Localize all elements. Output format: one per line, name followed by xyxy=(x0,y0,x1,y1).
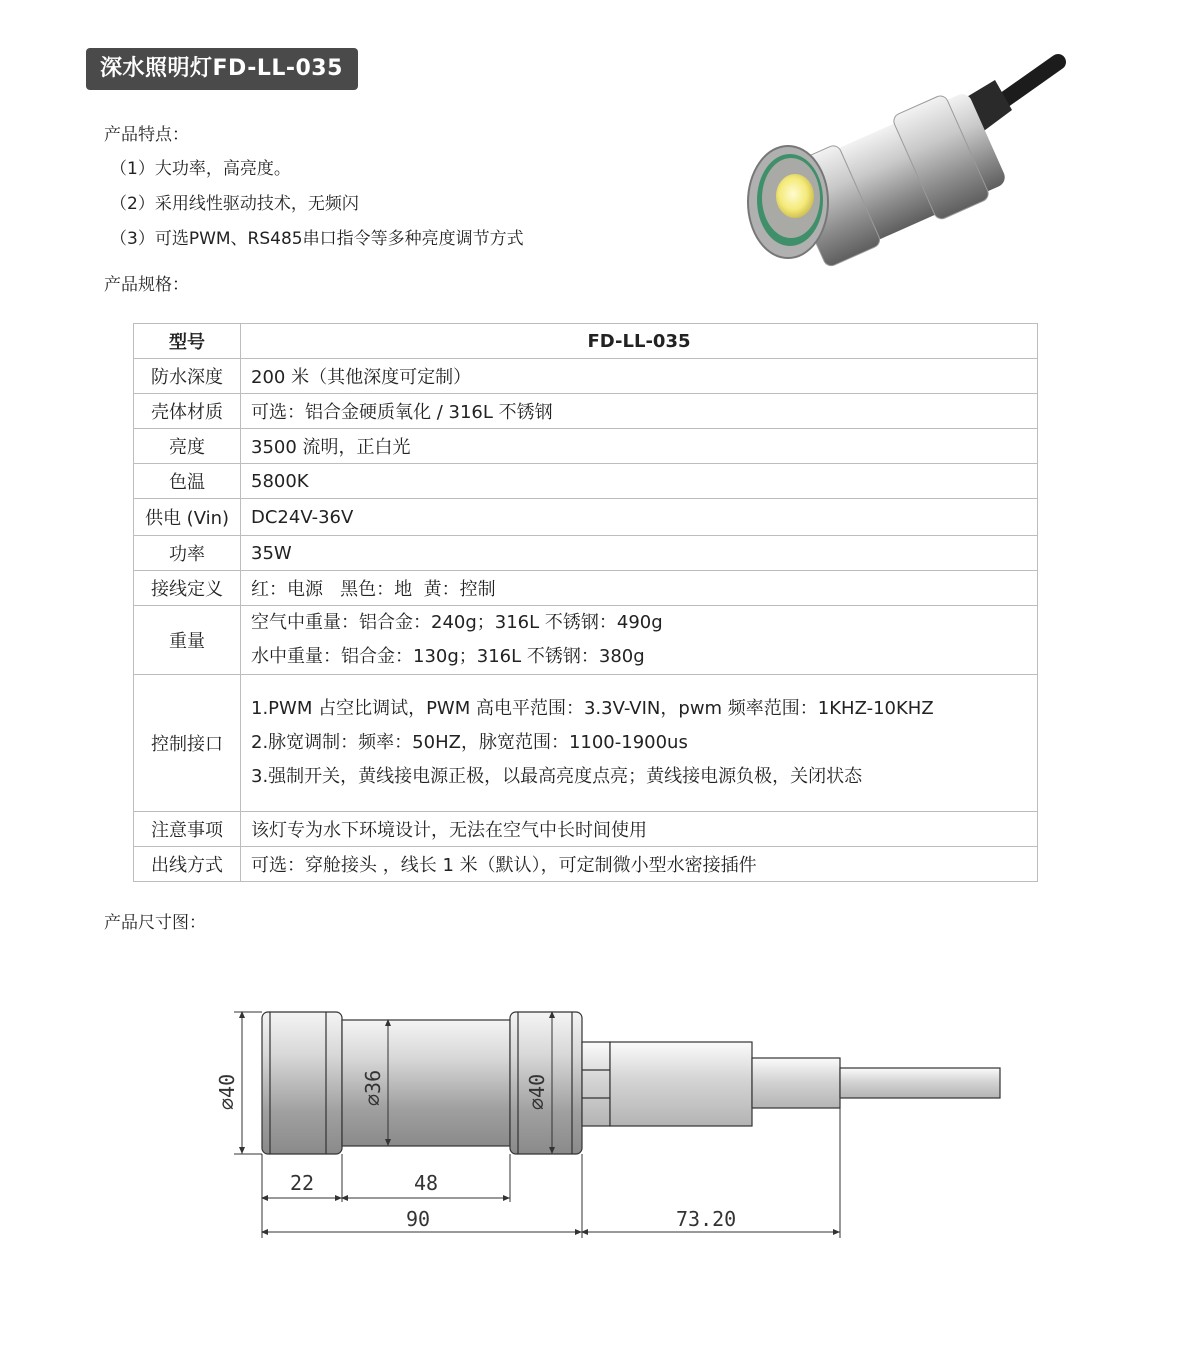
weight-water: 水中重量：铝合金：130g；316L 不锈钢：380g xyxy=(251,646,645,667)
lens-icon xyxy=(748,146,828,258)
dim-dia-right: ⌀40 xyxy=(525,1073,549,1110)
spec-key: 注意事项 xyxy=(134,812,241,847)
spec-key: 型号 xyxy=(134,324,241,359)
spec-key: 防水深度 xyxy=(134,359,241,394)
table-row xyxy=(134,571,1038,606)
spec-value: 3500 流明，正白光 xyxy=(241,429,1038,464)
specs-heading: 产品规格： xyxy=(104,275,189,295)
table-row xyxy=(134,464,1038,499)
spec-value xyxy=(241,606,1038,675)
dim-len-total: 90 xyxy=(406,1207,431,1231)
spec-table xyxy=(133,323,1038,882)
spec-key: 重量 xyxy=(134,606,241,675)
dim-len-cable: 73.20 xyxy=(676,1207,737,1231)
spec-key: 亮度 xyxy=(134,429,241,464)
dimension-drawing xyxy=(200,990,1060,1260)
control-line-3: 3.强制开关，黄线接电源正极，以最高亮度点亮；黄线接电源负极，关闭状态 xyxy=(251,766,863,787)
table-row xyxy=(134,847,1038,882)
spec-key: 接线定义 xyxy=(134,571,241,606)
spec-key: 壳体材质 xyxy=(134,394,241,429)
spec-value: DC24V-36V xyxy=(241,499,1038,536)
spec-key: 功率 xyxy=(134,536,241,571)
spec-key: 色温 xyxy=(134,464,241,499)
spec-key: 出线方式 xyxy=(134,847,241,882)
dimension-heading: 产品尺寸图： xyxy=(104,913,206,933)
feature-item-1: （1）大功率，高亮度。 xyxy=(110,159,291,179)
table-row xyxy=(134,536,1038,571)
weight-air: 空气中重量：铝合金：240g；316L 不锈钢：490g xyxy=(251,612,663,633)
spec-value: 该灯专为水下环境设计，无法在空气中长时间使用 xyxy=(241,812,1038,847)
dim-len-2: 48 xyxy=(414,1171,439,1195)
table-row xyxy=(134,429,1038,464)
dim-len-1: 22 xyxy=(290,1171,315,1195)
spec-value xyxy=(241,675,1038,812)
table-row xyxy=(134,499,1038,536)
spec-value: 5800K xyxy=(241,464,1038,499)
spec-value: 200 米（其他深度可定制） xyxy=(241,359,1038,394)
table-row xyxy=(134,324,1038,359)
page-title: 深水照明灯FD-LL-035 xyxy=(86,48,358,90)
table-row xyxy=(134,675,1038,812)
dim-dia-left: ⌀40 xyxy=(215,1073,239,1110)
feature-item-3: （3）可选PWM、RS485串口指令等多种亮度调节方式 xyxy=(110,229,524,249)
spec-value: FD-LL-035 xyxy=(241,324,1038,359)
table-row xyxy=(134,359,1038,394)
dim-dia-mid: ⌀36 xyxy=(361,1069,385,1106)
table-row xyxy=(134,812,1038,847)
feature-item-2: （2）采用线性驱动技术，无频闪 xyxy=(110,194,359,214)
control-line-2: 2.脉宽调制：频率：50HZ，脉宽范围：1100-1900us xyxy=(251,732,688,753)
control-line-1: 1.PWM 占空比调试，PWM 高电平范围：3.3V-VIN，pwm 频率范围：1KHZ-10KHZ xyxy=(251,698,934,719)
features-heading: 产品特点： xyxy=(104,125,189,145)
spec-key: 供电 (Vin) xyxy=(134,499,241,536)
spec-key: 控制接口 xyxy=(134,675,241,812)
product-photo xyxy=(740,40,1080,270)
table-row xyxy=(134,606,1038,675)
spec-value: 可选：穿舱接头 ，线长 1 米（默认），可定制微小型水密接插件 xyxy=(241,847,1038,882)
spec-value: 可选：铝合金硬质氧化 / 316L 不锈钢 xyxy=(241,394,1038,429)
spec-value: 红：电源 黑色：地 黄：控制 xyxy=(241,571,1038,606)
spec-value: 35W xyxy=(241,536,1038,571)
table-row xyxy=(134,394,1038,429)
